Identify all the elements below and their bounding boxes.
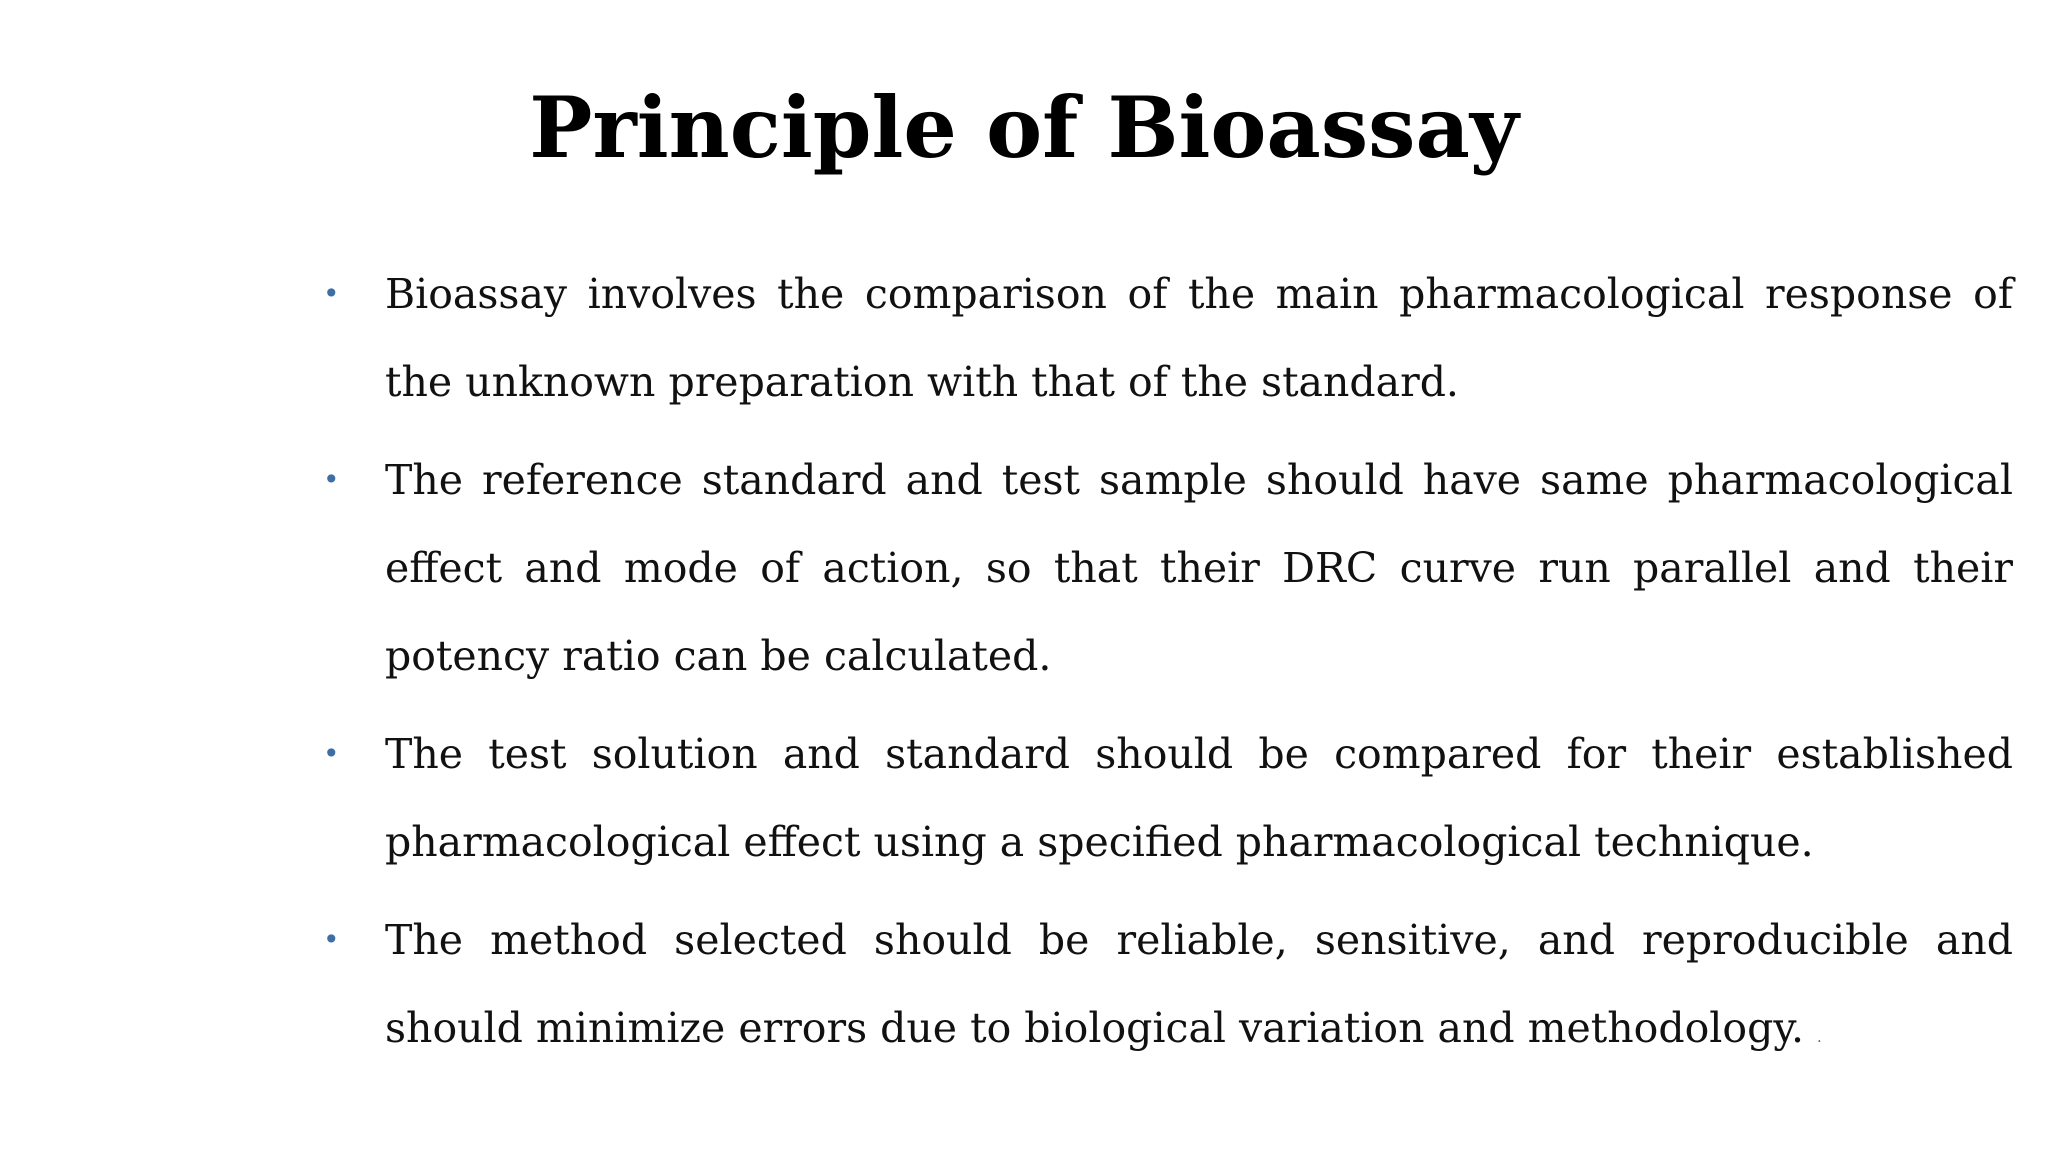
bullet-text: Bioassay involves the comparison of the main pharmacological response of the unknown preparation with that of the standard.	[385, 270, 2013, 406]
bullet-text: The reference standard and test sample should have same pharmacological effect and mode of action, so that their DRC curve run parallel and their potency ratio can be calculated.	[385, 456, 2013, 680]
list-item	[323, 710, 2013, 886]
bullet-icon: •	[323, 737, 340, 770]
slide-title: Principle of Bioassay	[529, 78, 1519, 177]
bullet-text-content: The method selected should be reliable, sensitive, and reproducible and should minimize errors due to biological variation and methodology.	[385, 916, 2013, 1052]
bullet-icon: •	[323, 463, 340, 496]
list-item	[323, 896, 2013, 1082]
list-item	[323, 250, 2013, 426]
bullet-icon: •	[323, 923, 340, 956]
bullet-text: The test solution and standard should be compared for their established pharmacological effect using a specified pharmacological technique.	[385, 730, 2013, 866]
list-item	[323, 436, 2013, 700]
bullet-list	[323, 250, 2013, 1092]
bullet-icon: •	[323, 277, 340, 310]
trailing-mark: .	[1817, 1030, 1822, 1046]
bullet-text	[385, 896, 2013, 1082]
